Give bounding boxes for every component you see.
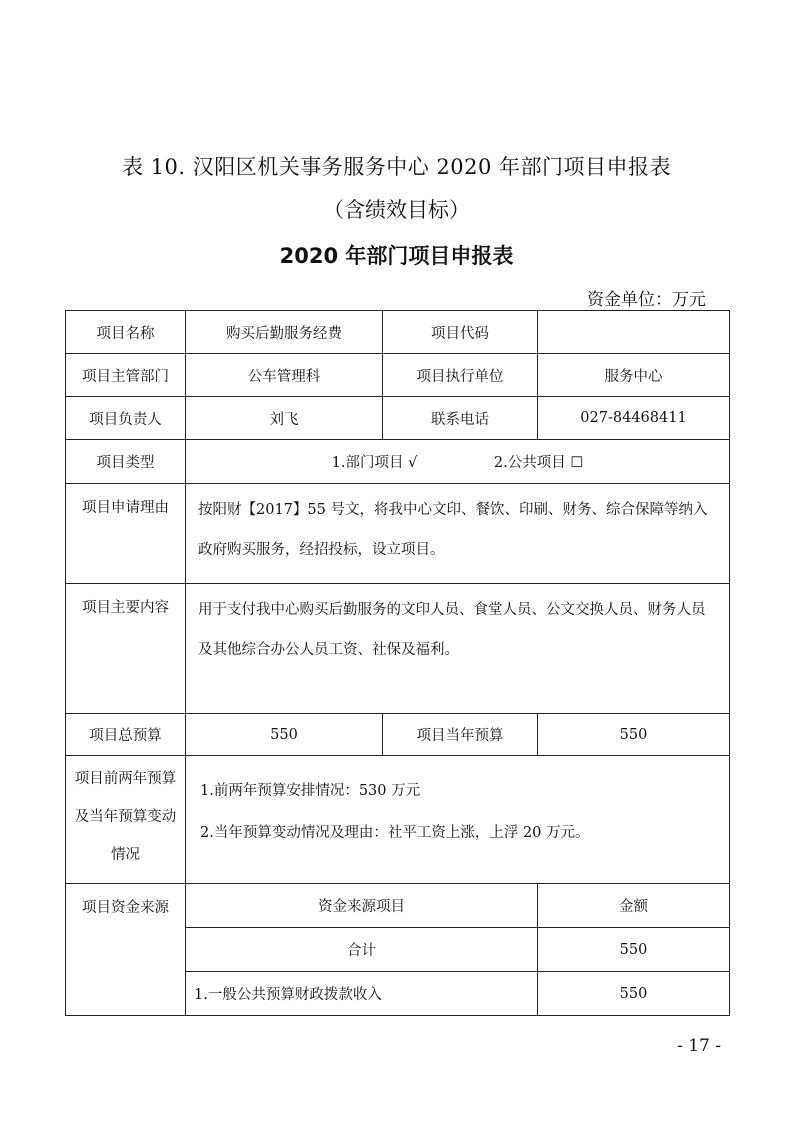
funding-total-value: 550 (538, 928, 730, 972)
total-budget-label: 项目总预算 (66, 714, 186, 756)
budget-change-line-2: 2.当年预算变动情况及理由：社平工资上涨，上浮 20 万元。 (200, 825, 590, 841)
phone-label: 联系电话 (383, 397, 538, 440)
form-title: 2020 年部门项目申报表 (279, 244, 514, 268)
type-option-public: 2.公共项目 ☐ (493, 455, 584, 471)
budget-change-label: 项目前两年预算及当年预算变动情况 (66, 756, 186, 884)
project-lead-label: 项目负责人 (66, 397, 186, 440)
project-type-options (186, 440, 730, 484)
budget-change-value (186, 756, 730, 884)
table-row (66, 397, 730, 440)
document-title: 表 10. 汉阳区机关事务服务中心 2020 年部门项目申报表 (121, 155, 672, 179)
application-reason-value: 按阳财【2017】55 号文，将我中心文印、餐饮、印刷、财务、综合保障等纳入政府购买服务，经招投标，设立项目。 (186, 484, 730, 584)
current-budget-value: 550 (538, 714, 730, 756)
project-type-label: 项目类型 (66, 440, 186, 484)
table-row (66, 484, 730, 584)
main-content-value: 用于支付我中心购买后勤服务的文印人员、食堂人员、公文交换人员、财务人员及其他综合办公人员工资、社保及福利。 (186, 584, 730, 714)
phone-value: 027-84468411 (538, 397, 730, 440)
project-code-label: 项目代码 (383, 311, 538, 354)
table-row (66, 354, 730, 397)
funding-source-item-header: 资金来源项目 (186, 884, 538, 928)
funding-source-1-value: 550 (538, 972, 730, 1016)
table-row (66, 311, 730, 354)
table-row (66, 440, 730, 484)
funding-total-label: 合计 (186, 928, 538, 972)
funding-source-1-label: 1.一般公共预算财政拨款收入 (186, 972, 538, 1016)
type-option-department: 1.部门项目 √ (331, 455, 418, 471)
project-name-label: 项目名称 (66, 311, 186, 354)
currency-unit: 资金单位：万元 (587, 290, 706, 310)
table-row (66, 756, 730, 884)
project-application-table (65, 310, 730, 1016)
total-budget-value: 550 (186, 714, 383, 756)
project-lead-value: 刘飞 (186, 397, 383, 440)
executing-unit-label: 项目执行单位 (383, 354, 538, 397)
project-name-value: 购买后勤服务经费 (186, 311, 383, 354)
main-content-label: 项目主要内容 (66, 584, 186, 714)
current-budget-label: 项目当年预算 (383, 714, 538, 756)
document-subtitle: （含绩效目标） (323, 198, 470, 222)
executing-unit-value: 服务中心 (538, 354, 730, 397)
page-number: - 17 - (677, 1036, 721, 1056)
department-value: 公车管理科 (186, 354, 383, 397)
budget-change-line-1: 1.前两年预算安排情况：530 万元 (200, 783, 421, 799)
application-reason-label: 项目申请理由 (66, 484, 186, 584)
department-label: 项目主管部门 (66, 354, 186, 397)
project-code-value (538, 311, 730, 354)
table-row (66, 884, 730, 928)
funding-source-label: 项目资金来源 (66, 884, 186, 1016)
funding-amount-header: 金额 (538, 884, 730, 928)
table-row (66, 714, 730, 756)
table-row (66, 584, 730, 714)
